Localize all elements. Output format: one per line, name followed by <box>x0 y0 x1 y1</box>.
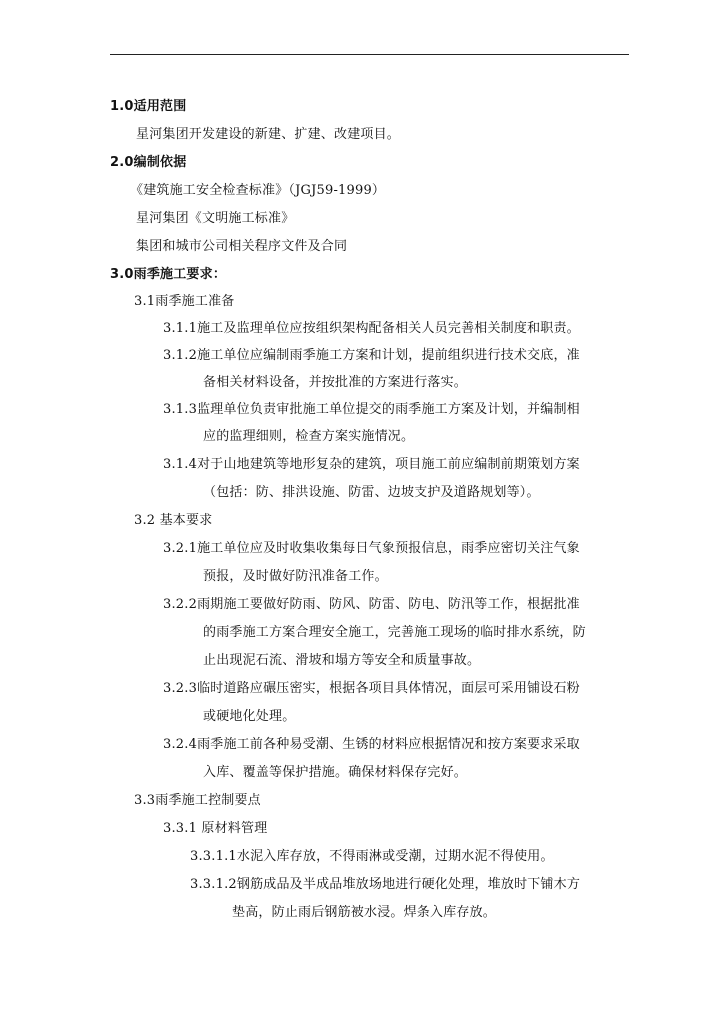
clause-3-3-1-2: 3.3.1.2钢筋成品及半成品堆放场地进行硬化处理，堆放时下铺木方 <box>190 877 581 892</box>
subheading-control-points: 3.3雨季施工控制要点 <box>134 793 261 808</box>
subheading-preparation: 3.1雨季施工准备 <box>134 294 235 309</box>
clause-3-1-2-cont: 备相关材料设备，并按批准的方案进行落实。 <box>203 375 468 390</box>
clause-3-2-2-cont: 的雨季施工方案合理安全施工，完善施工现场的临时排水系统，防 <box>203 625 586 640</box>
clause-3-2-3-cont: 或硬地化处理。 <box>203 709 296 724</box>
heading-basis: 2.0编制依据 <box>110 155 187 170</box>
clause-3-1-4-cont: （包括：防、排洪设施、防雷、边坡支护及道路规划等）。 <box>203 485 540 500</box>
clause-3-1-3: 3.1.3监理单位负责审批施工单位提交的雨季施工方案及计划，并编制相 <box>163 402 580 417</box>
clause-3-2-1-cont: 预报，及时做好防汛准备工作。 <box>203 569 388 584</box>
scope-text: 星河集团开发建设的新建、扩建、改建项目。 <box>136 127 401 142</box>
clause-3-3-1-2-cont: 垫高，防止雨后钢筋被水浸。焊条入库存放。 <box>232 905 497 920</box>
clause-3-2-2-cont: 止出现泥石流、滑坡和塌方等安全和质量事故。 <box>203 653 481 668</box>
subheading-raw-materials: 3.3.1 原材料管理 <box>163 821 268 836</box>
basis-item: 集团和城市公司相关程序文件及合同 <box>136 239 348 254</box>
clause-3-3-1-1: 3.3.1.1水泥入库存放，不得雨淋或受潮，过期水泥不得使用。 <box>190 849 554 864</box>
clause-3-2-3: 3.2.3临时道路应碾压密实，根据各项目具体情况，面层可采用铺设石粉 <box>163 681 580 696</box>
clause-3-1-3-cont: 应的监理细则，检查方案实施情况。 <box>203 429 415 444</box>
heading-scope: 1.0适用范围 <box>110 99 187 114</box>
clause-3-2-4-cont: 入库、覆盖等保护措施。确保材料保存完好。 <box>203 765 468 780</box>
clause-3-1-1: 3.1.1施工及监理单位应按组织架构配备相关人员完善相关制度和职责。 <box>163 321 580 336</box>
clause-3-2-4: 3.2.4雨季施工前各种易受潮、生锈的材料应根据情况和按方案要求采取 <box>163 737 580 752</box>
clause-3-2-1: 3.2.1施工单位应及时收集收集每日气象预报信息，雨季应密切关注气象 <box>163 541 580 556</box>
subheading-basic-requirements: 3.2 基本要求 <box>134 513 213 528</box>
basis-item: 《建筑施工安全检查标准》（JGJ59-1999） <box>130 183 386 198</box>
header-rule <box>110 54 629 55</box>
clause-3-1-4: 3.1.4对于山地建筑等地形复杂的建筑，项目施工前应编制前期策划方案 <box>163 457 580 472</box>
clause-3-1-2: 3.1.2施工单位应编制雨季施工方案和计划，提前组织进行技术交底，准 <box>163 348 580 363</box>
heading-rain-requirements: 3.0雨季施工要求： <box>110 267 227 282</box>
basis-item: 星河集团《文明施工标准》 <box>136 211 295 226</box>
clause-3-2-2: 3.2.2雨期施工要做好防雨、防风、防雷、防电、防汛等工作，根据批准 <box>163 597 580 612</box>
